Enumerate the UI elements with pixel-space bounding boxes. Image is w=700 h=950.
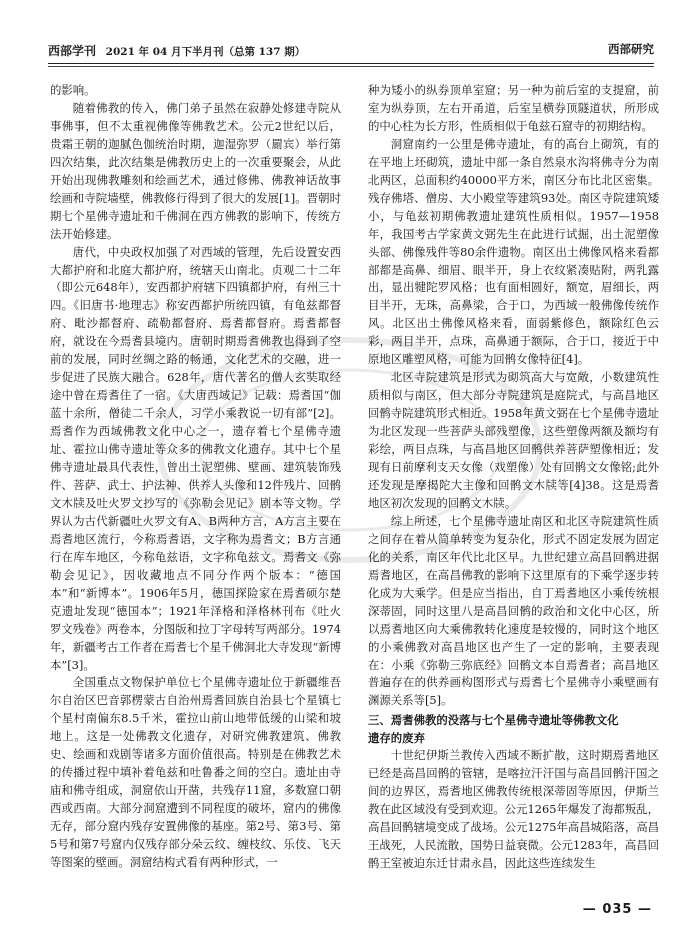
header-rule <box>48 63 654 64</box>
paragraph: 洞窟南约一公里是佛寺遗址，有的高台上砌筑，有的在平地上坯砌筑，遗址中部一条自然泉水沟将佛寺分为南北两区，总面积约40000平方米，南区分布比北区密集。残存佛塔、僧房、大小殿堂等建筑93处。南区寺院建筑矮小，与龟兹初期佛教遗址建筑性质相似。1957—1958年，我国考古学家黄文弼先生在此进行试掘，出土泥塑像头部、佛像残件等80余件遗物。南区出土佛像风格来看都部都是高鼻、细眉、眼半开，身上衣纹紧凑贴附，两乳露出，显出犍陀罗风格；也有面相圆好，额宽，眉细长，两目半开，无珠，高鼻梁，合于口，为西域一般佛像传统作风。北区出土佛像风格来看，面弱紫修色，额除红色云彩，两目半开，点珠，高鼻通于额际，合于口，接近于中原地区雕塑风格，可能为回鹘女像特征[4]。 <box>368 136 659 367</box>
paragraph: 北区寺院建筑是形式为砌筑高大与宽敞，小数建筑性质相似与南区，但大部分寺院建筑是庭院式，与高昌地区回鹘寺院建筑形式相近。1958年黄文弼在七个星佛寺遗址为北区发现一些菩萨头部残塑像，这些塑像两额及额均有彩绘，两目点珠，与高昌地区回鹘供养菩萨塑像相近；发现有日前摩利支天女像（戏塑像）处有回鹘文女像铭;此外还发现是摩揭陀大主像和回鹘文木牍等[4]38。这是焉耆地区初次发现的回鹘文木牍。 <box>368 370 659 510</box>
issue-info: 2021 年 04 月下半月刊（总第 137 期） <box>105 46 306 58</box>
header-rule-thin <box>48 66 654 67</box>
paragraph-continuation: 种为矮小的纵券顶单室窟；另一种为前后室的支提窟，前室为纵券顶，左右开甬道，后室呈横券顶隧道状，所形成的中心柱为长方形，性质相似于龟兹石窟寺的初期结构。 <box>368 83 659 133</box>
paragraph: 随着佛教的传入，佛门弟子虽然在寂静处修建寺院从事佛事，但不太重视佛像等佛教艺术。公元2世纪以后，贵霜王朝的迦腻色伽统治时期，迦湿弥罗（罽宾）举行第四次结集，此次结集是佛教历史上的一次重要聚会，从此开始出现佛教雕刻和绘画艺术，通过修佛、佛教神话故事绘画和寺院墙壁，佛教修行得到了很大的发展[1]。晋朝时期七个星佛寺遗址和千佛洞在西方佛教的影响下，传统方法开始修建。 <box>50 100 341 241</box>
header-journal-info <box>48 42 305 59</box>
section-heading-continuation: 遗存的废弃 <box>368 730 425 745</box>
paragraph: 综上所述，七个星佛寺遗址南区和北区寺院建筑性质之间存在着从简单转变为复杂化，形式不固定发展为固定化的关系，南区年代比北区早。九世纪建立高昌回鹘进据焉耆地区，在高昌佛教的影响下这里原有的下乘学逐步转化成为大乘学。但是应当指出，自丁焉耆地区小乘传统根深蒂固，同时这里八是高昌回鹘的政治和文化中心区，所以焉耆地区向大乘佛教转化速度是较慢的，同时这个地区的小乘佛教对高昌地区也产生了一定的影响，主要表现在：小乘《弥勒三弥底经》回鹘文本自焉耆者；高昌地区普遍存在的供养画构图形式与焉耆七个星佛寺小乘壁画有渊源关系等[5]。 <box>368 513 659 708</box>
section-name: 西部研究 <box>608 42 654 56</box>
page-number: — 035 — <box>582 902 652 917</box>
journal-name: 西部学刊 <box>48 44 97 58</box>
left-column <box>50 82 341 872</box>
right-column <box>368 82 659 873</box>
paragraph: 全国重点文物保护单位七个星佛寺遗址位于新疆维吾尔自治区巴音郭楞蒙古自治州焉耆回族自治县七个星镇七个星村南偏东8.5千米，霍拉山前山地带低缓的山梁和坡地上。这是一处佛教文化遗存，对研究佛教建筑、佛教史、绘画和戏剧等诸多方面价值很高。特别是在佛教艺术的传播过程中填补着龟兹和吐鲁番之间的空白。遗址由寺庙和佛寺组成，洞窟依山开凿，共残存11窟，多数窟口朝西或西南。大部分洞窟遭到不同程度的破坏，窟内的佛像无存，部分窟内残存安置佛像的基座。第2号、第3号、第5号和第7号窟内仅残存部分朵云纹、缠枝纹、乐伎、飞天等图案的壁画。洞窟结构式看有两种形式，一 <box>50 675 341 869</box>
page-header <box>48 40 654 62</box>
paragraph-continuation: 的影响。 <box>50 83 96 97</box>
section-heading: 三、焉耆佛教的没落与七个星佛寺遗址等佛教文化 <box>368 713 619 728</box>
paragraph: 十世纪伊斯兰教传入西域不断扩散，这时期焉耆地区已经是高昌回鹘的管辖，是喀拉汗汗国与高昌回鹘汗国之间的边界区，焉耆地区佛教传统根深蒂固等原因，伊斯兰教在此区域没有受到欢迎。公元1265年爆发了海都叛乱，高昌回鹘辖境变成了战场。公元1275年高昌城陷落，高昌王战死，人民流散，国势日益衰微。公元1283年，高昌回鹘王室被迫东迁甘肃永昌，因此这些连续发生 <box>368 748 659 871</box>
paragraph: 唐代，中央政权加强了对西域的管理，先后设置安西大都护府和北庭大都护府，统辖天山南北。贞观二十二年（即公元648年），安西都护府辖下四镇都护府，有州三十四。《旧唐书·地理志》称安西都护所统四镇，有龟兹都督府、毗沙都督府、疏勒都督府、焉耆都督府。焉耆都督府，就设在今焉耆县境内。唐朝时期焉耆佛教也得到了空前的发展，同时丝绸之路的畅通，文化艺术的交融，进一步促进了民族大融合。628年，唐代著名的僧人玄奘取经途中曾在焉耆住了一宿。《大唐西域记》记载：焉耆国“伽蓝十余所，僧徒二千余人，习学小乘教说一切有部”[2]。焉耆作为西域佛教文化中心之一，遗存着七个星佛寺遗址、霍拉山佛寺遗址等众多的佛教文化遗存。其中七个星佛寺遗址最具代表性，曾出土泥塑佛、壁画、建筑装饰残件、菩萨、武士、护法神、供养人头像和12件残片、回鹘文木牍及吐火罗文抄写的《弥勒会见记》剧本等文物。学界认为古代新疆吐火罗文有A、B两种方言，A方言主要在焉耆地区流行，今称焉耆语，文字称为焉耆文；B方言通行在库车地区，今称龟兹语，文字称龟兹文。焉耆文《弥勒会见记》，因收藏地点不同分作两个版本：“德国本”和“新博本”。1906年5月，德国探险家在焉耆硕尔楚克遗址发现“德国本”；1921年泽格和泽格林刊布《吐火罗文残卷》两卷本，分图版和拉丁字母转写两部分。1974年，新疆考古工作者在焉耆七个星千佛洞北大寺发现“新博本”[3]。 <box>50 244 341 672</box>
